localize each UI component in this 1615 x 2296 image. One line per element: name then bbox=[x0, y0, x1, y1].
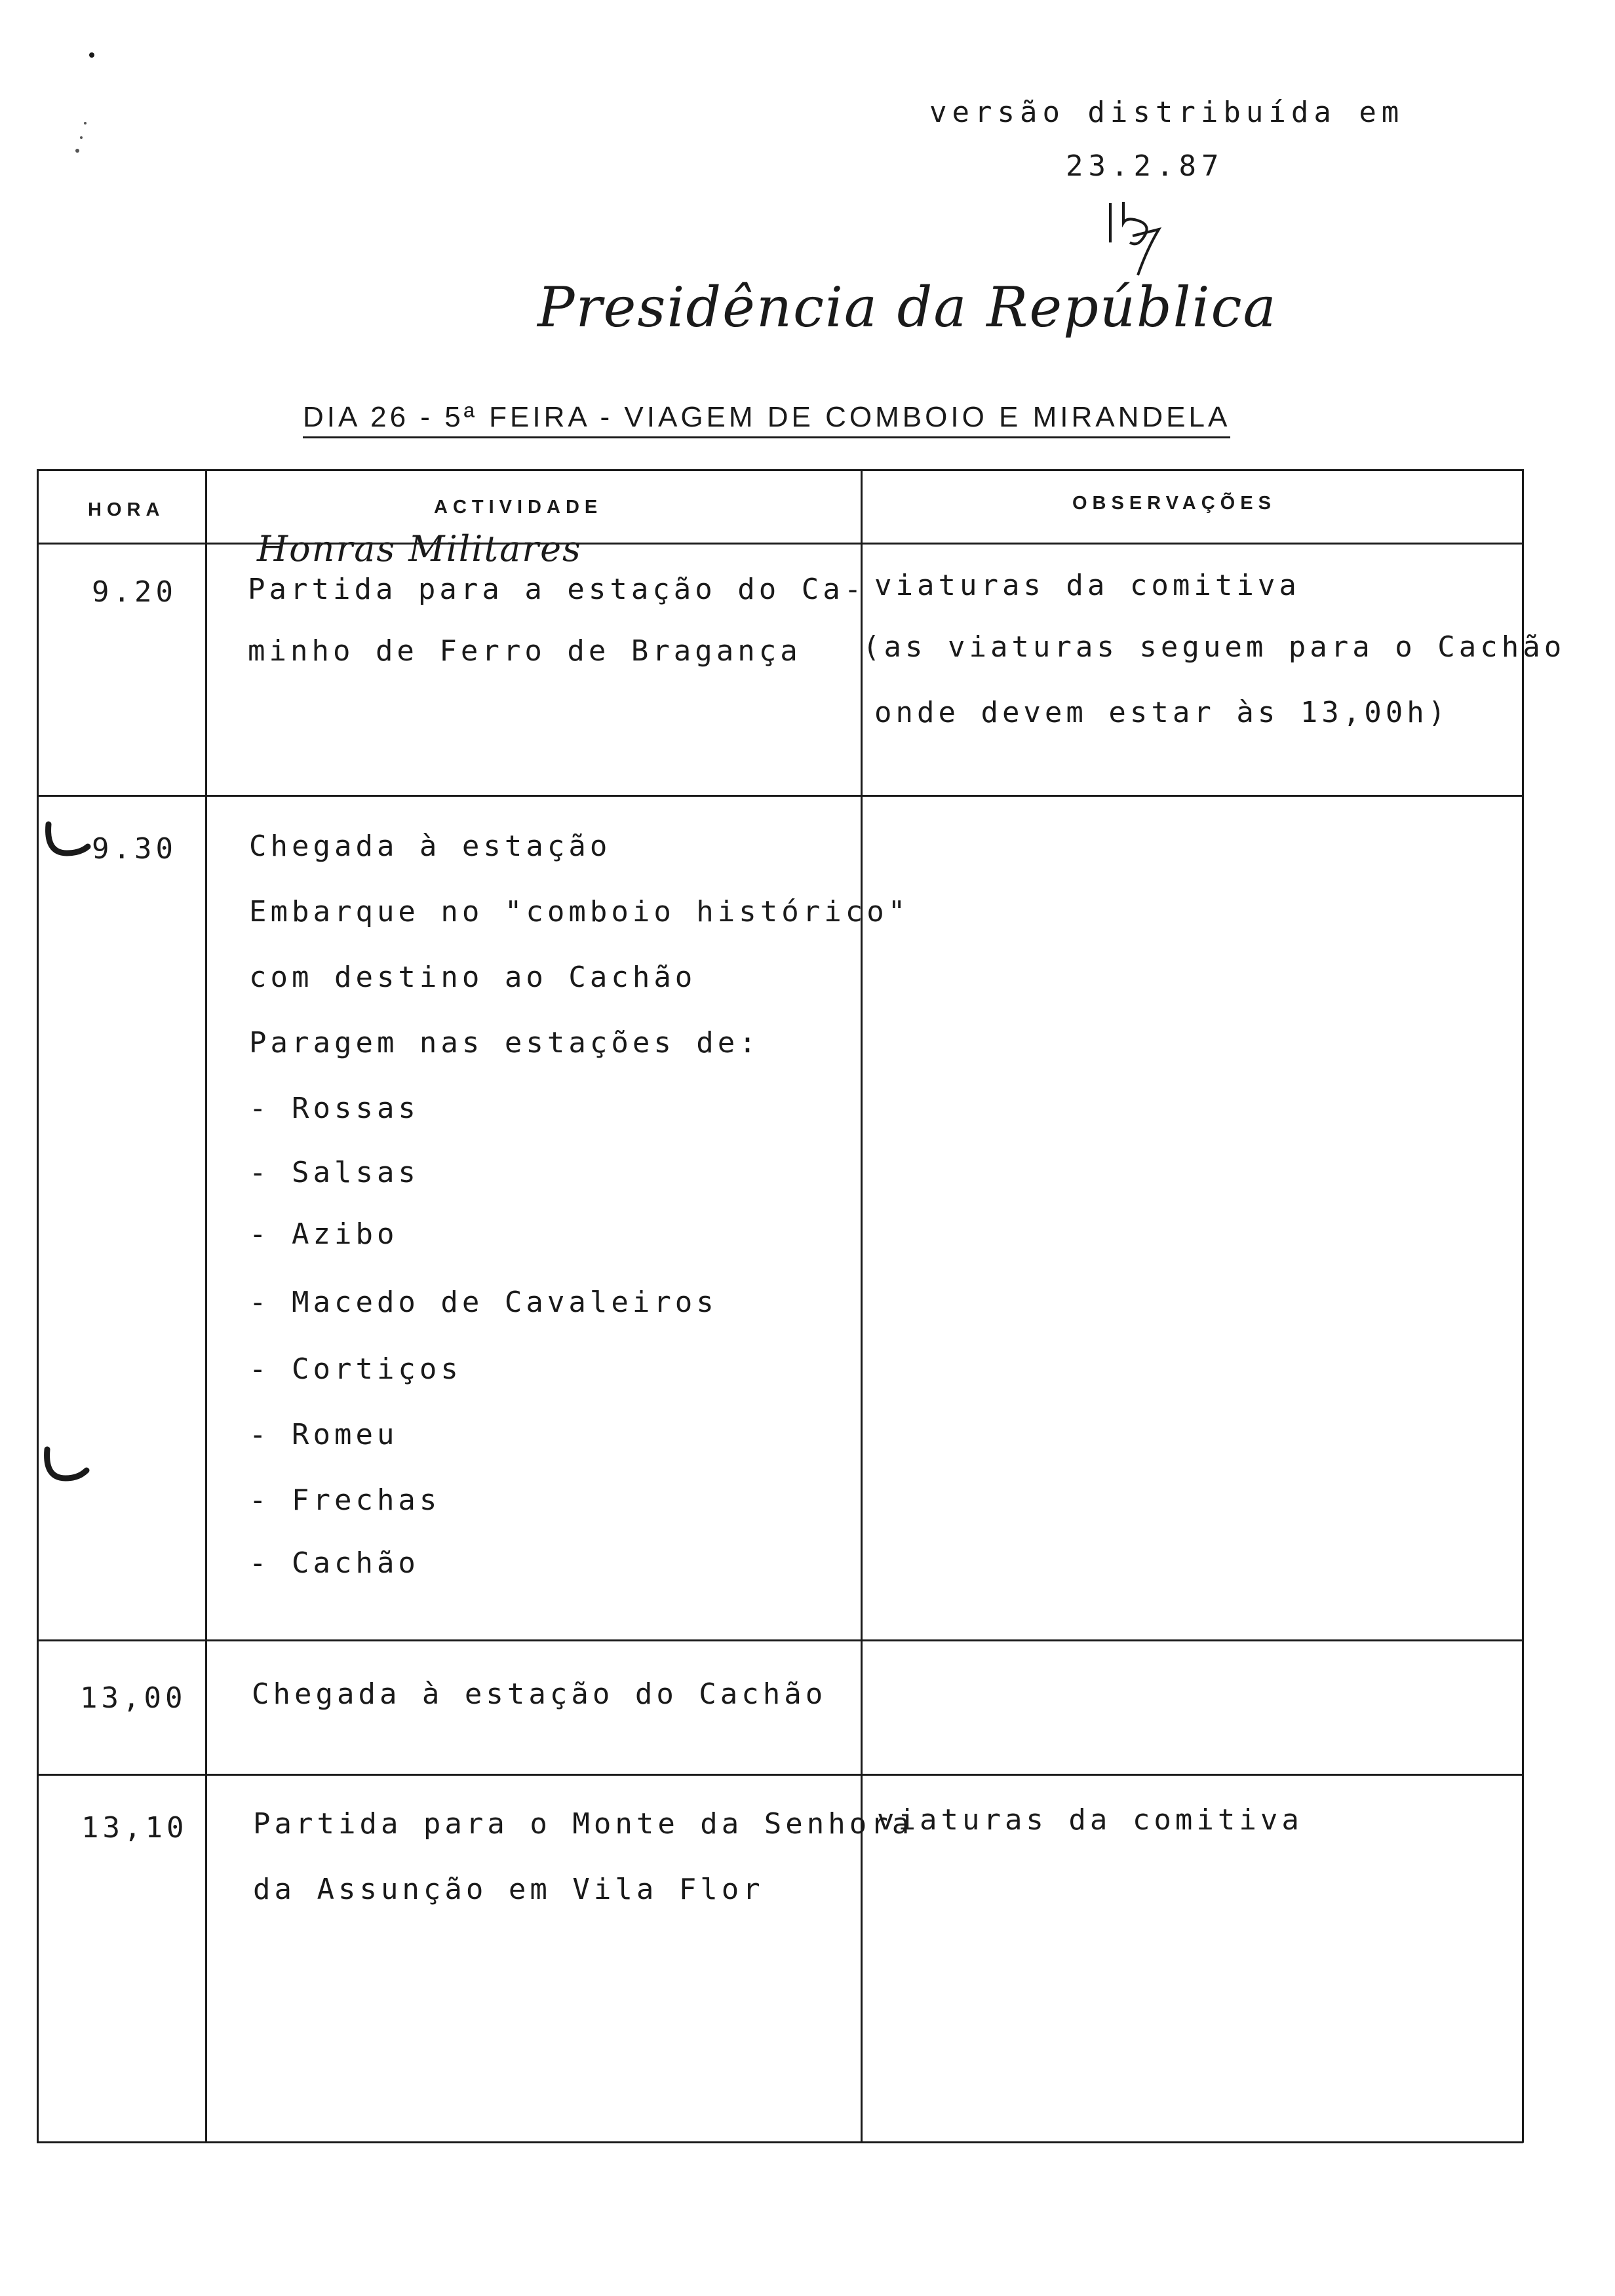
table-border-left bbox=[37, 469, 39, 2143]
row-divider bbox=[37, 795, 1523, 797]
time-cell: 9.20 bbox=[92, 575, 177, 609]
distribution-date: 23.2.87 bbox=[1066, 149, 1224, 183]
observation-line: (as viaturas seguem para o Cachão bbox=[863, 630, 1566, 664]
handwritten-initial-mark bbox=[1101, 197, 1173, 282]
column-divider bbox=[205, 469, 207, 2143]
activity-line: Paragem nas estações de: bbox=[249, 1026, 760, 1060]
activity-line: - Salsas bbox=[249, 1156, 419, 1189]
activity-line: - Macedo de Cavaleiros bbox=[249, 1286, 718, 1319]
scan-speck bbox=[72, 46, 98, 164]
activity-line: - Frechas bbox=[249, 1483, 441, 1517]
page-title: DIA 26 - 5ª FEIRA - VIAGEM DE COMBOIO E MIRANDELA bbox=[303, 401, 1230, 438]
activity-line: Partida para a estação do Ca- bbox=[248, 573, 866, 606]
activity-line: Partida para o Monte da Senhora bbox=[253, 1807, 914, 1841]
table-border-right bbox=[1522, 469, 1524, 2143]
observation-line: viaturas da comitiva bbox=[877, 1803, 1303, 1837]
distribution-note: versão distribuída em bbox=[929, 96, 1405, 129]
handwritten-annotation: Honras Militares bbox=[257, 528, 582, 569]
activity-line: - Cortiços bbox=[249, 1352, 462, 1386]
activity-line: - Cachão bbox=[249, 1546, 419, 1580]
activity-line: - Rossas bbox=[249, 1092, 419, 1125]
column-header-observacoes: OBSERVAÇÕES bbox=[1072, 493, 1276, 514]
activity-line: Chegada à estação do Cachão bbox=[252, 1677, 827, 1711]
activity-line: com destino ao Cachão bbox=[249, 961, 697, 994]
time-cell: 13,00 bbox=[80, 1681, 187, 1715]
activity-line: minho de Ferro de Bragança bbox=[248, 634, 802, 668]
activity-line: Embarque no "comboio histórico" bbox=[249, 895, 910, 928]
activity-line: Chegada à estação bbox=[249, 830, 612, 863]
handwritten-check-mark bbox=[41, 1445, 93, 1491]
observation-line: viaturas da comitiva bbox=[874, 569, 1300, 602]
column-divider bbox=[861, 469, 863, 2143]
letterhead: Presidência da República bbox=[537, 275, 1277, 339]
table-border-top bbox=[37, 469, 1523, 471]
column-header-actividade: ACTIVIDADE bbox=[434, 497, 603, 518]
observation-line: onde devem estar às 13,00h) bbox=[874, 696, 1450, 729]
row-divider bbox=[37, 1639, 1523, 1641]
time-cell: 13,10 bbox=[81, 1811, 188, 1845]
activity-line: - Romeu bbox=[249, 1418, 399, 1451]
handwritten-check-mark bbox=[42, 820, 94, 866]
activity-line: - Azibo bbox=[249, 1217, 399, 1251]
row-divider bbox=[37, 1774, 1523, 1776]
column-header-hora: HORA bbox=[88, 499, 165, 520]
activity-line: da Assunção em Vila Flor bbox=[253, 1873, 764, 1906]
table-border-bottom bbox=[37, 2141, 1523, 2143]
time-cell: 9.30 bbox=[92, 832, 177, 866]
